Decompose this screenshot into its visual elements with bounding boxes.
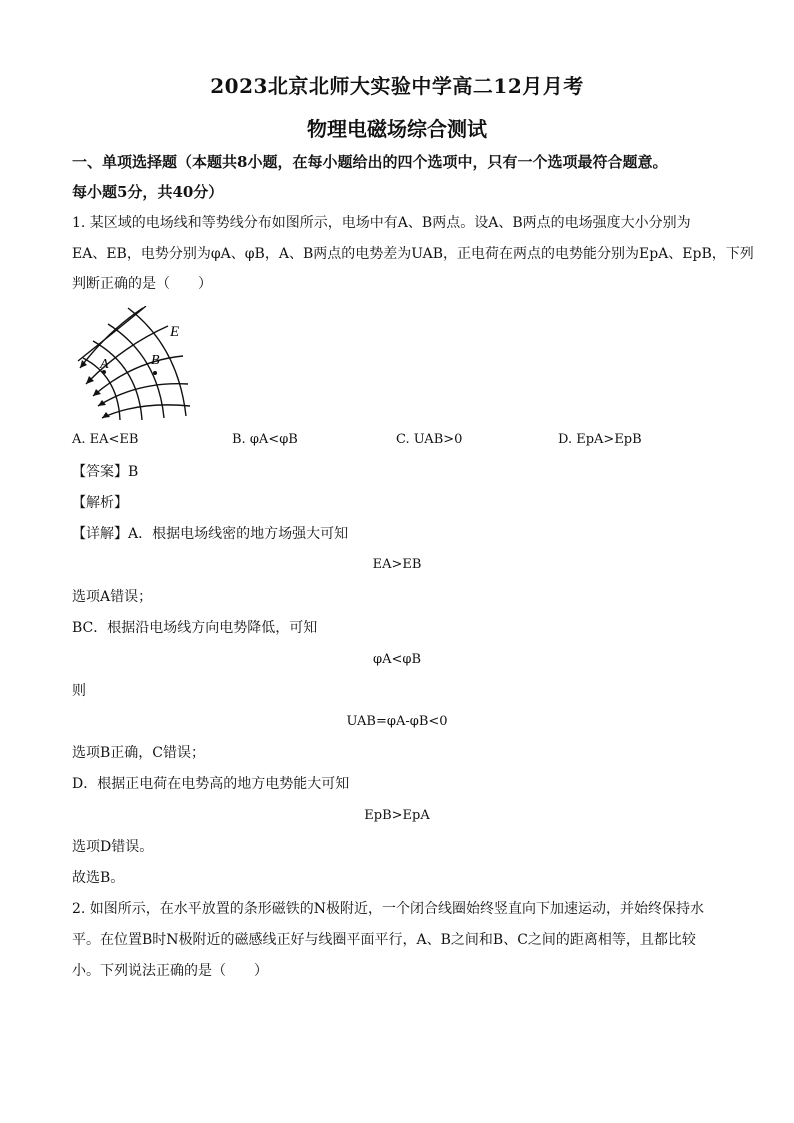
equation-2: φA<φB [372,652,422,667]
equation-3: UAB=φA-φB<0 [346,714,448,729]
label-e: E [170,324,180,340]
option-c: C. UAB>0 [396,432,463,447]
q1-stem-line2: EA、EB，电势分别为φA、φB，A、B两点的电势差为UAB，正电荷在两点的电势能分别为EpA、EpB，下列 [72,246,754,262]
option-a: A. EA<EB [72,432,139,447]
arrow-icon [98,400,106,406]
detail-d: D．根据正电荷在电势高的地方电势能大可知 [72,776,350,792]
q2-stem-line2: 平。在位置B时N极附近的磁感线正好与线圈平面平行，A、B之间和B、C之间的距离相等，且都比较 [72,932,696,948]
section-heading-cont: 每小题5分，共40分） [72,183,224,201]
field-lines-figure [68,306,198,426]
conclusion-d: 选项D错误。 [72,839,154,855]
detail-bc: BC．根据沿电场线方向电势降低，可知 [72,620,318,636]
exam-subtitle: 物理电磁场综合测试 [307,117,487,141]
q2-stem-line1: 2. 如图所示，在水平放置的条形磁铁的N极附近，一个闭合线圈始终竖直向下加速运动，并始终保持水 [72,901,705,917]
analysis-label: 【解析】 [72,495,128,511]
field-line [102,405,190,418]
detail-a: 【详解】A．根据电场线密的地方场强大可知 [72,526,349,542]
equipotential-line [88,326,99,414]
answer: 【答案】B [72,464,139,480]
point-b [153,371,157,375]
equipotential-line [108,324,164,418]
then-text: 则 [72,683,86,699]
option-b: B. φA<φB [232,432,298,447]
q1-stem-line1: 1. 某区域的电场线和等势线分布如图所示，电场中有A、B两点。设A、B两点的电场强度大小分别为 [72,215,691,231]
label-a: A [100,357,109,372]
conclusion-bc: 选项B正确，C错误； [72,745,205,761]
final-answer: 故选B。 [72,870,125,886]
q1-stem-line3: 判断正确的是（ ） [72,276,212,292]
conclusion-a: 选项A错误； [72,589,153,605]
option-d: D. EpA>EpB [558,432,642,447]
equation-4: EpB>EpA [364,808,430,823]
label-b: B [151,353,160,368]
section-heading: 一、单项选择题（本题共8小题，在每小题给出的四个选项中，只有一个选项最符合题意。 [72,153,668,171]
equation-1: EA>EB [372,557,422,572]
exam-title: 2023北京北师大实验中学高二12月月考 [210,74,584,98]
q2-stem-line3: 小。下列说法正确的是（ ） [72,963,268,979]
